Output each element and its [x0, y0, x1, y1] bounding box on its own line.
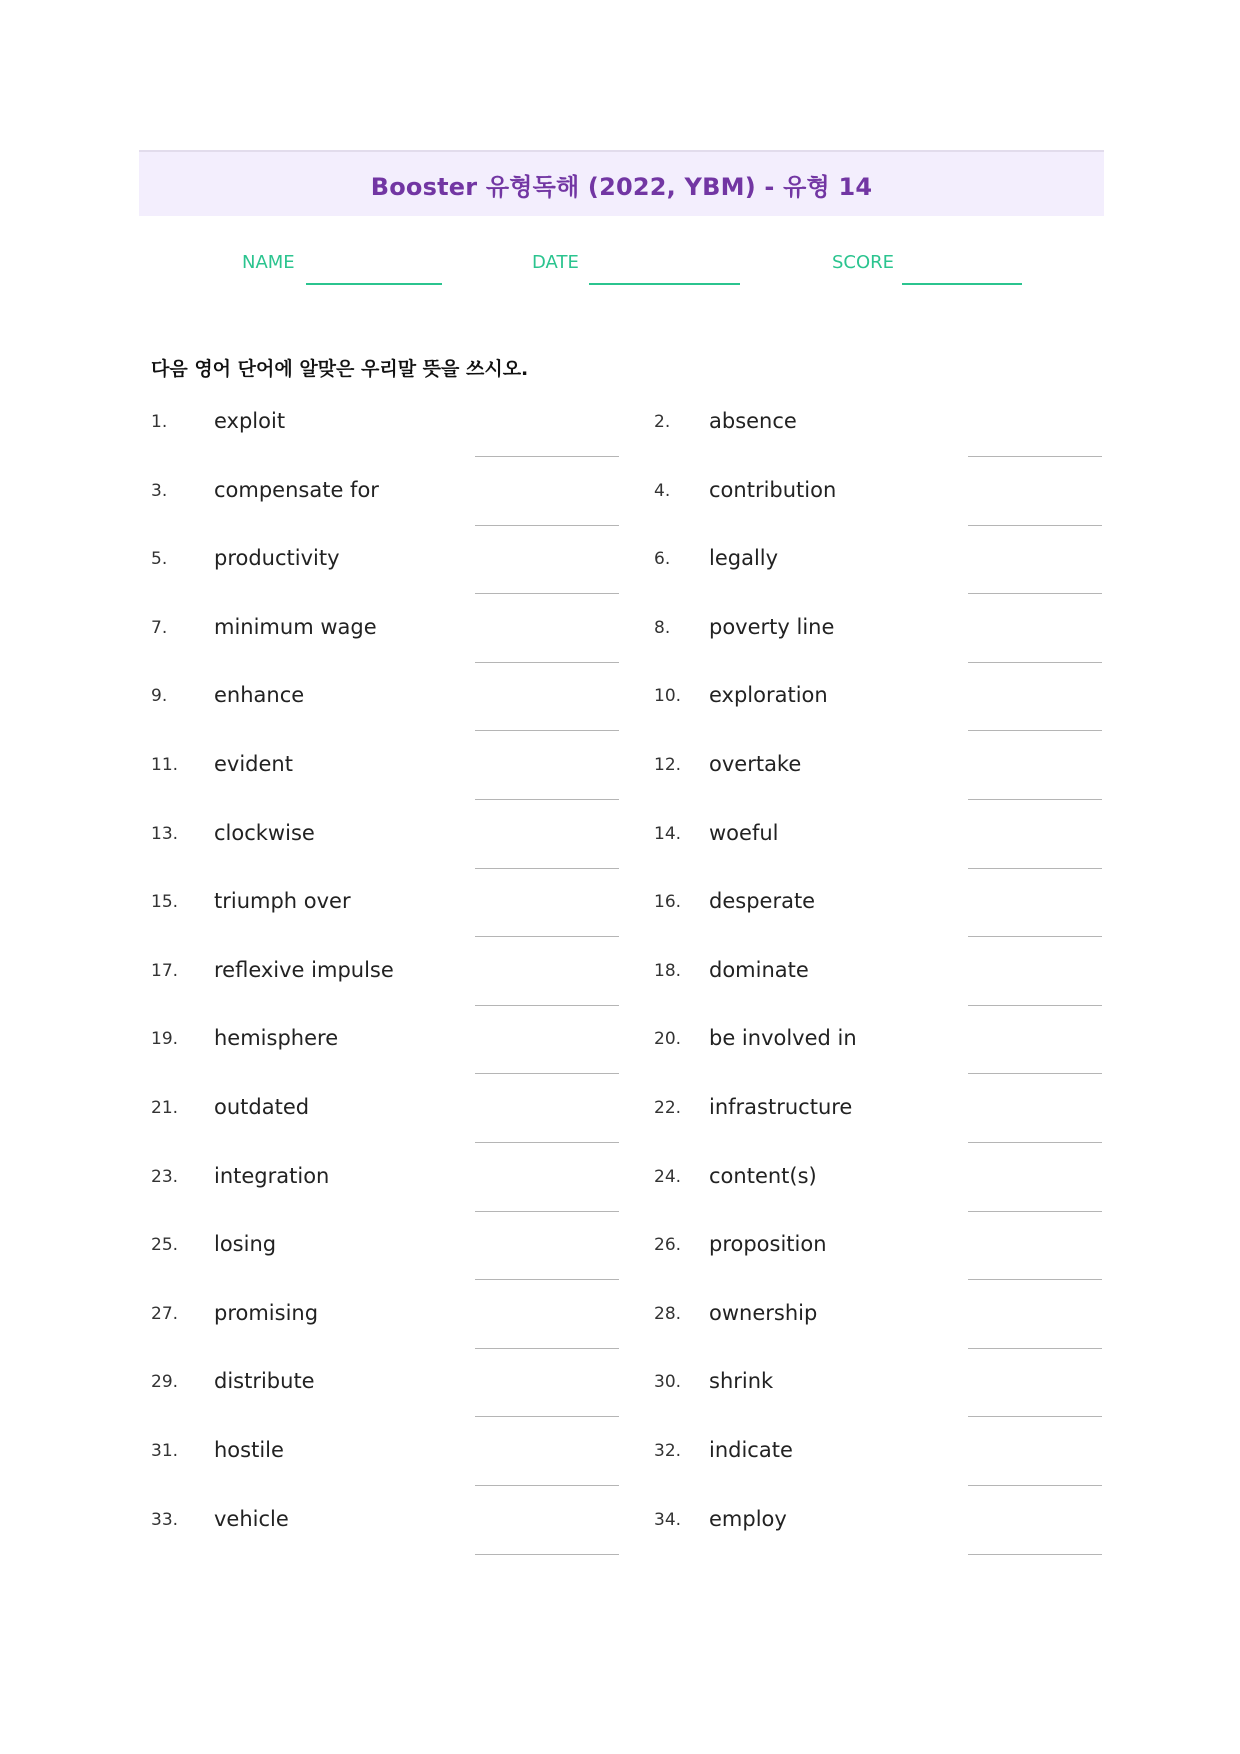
answer-blank[interactable]: [475, 1142, 619, 1143]
list-item: [151, 1300, 619, 1364]
item-number: 28.: [654, 1303, 682, 1324]
answer-blank[interactable]: [968, 1485, 1102, 1486]
answer-blank[interactable]: [475, 868, 619, 869]
list-item: [151, 683, 619, 746]
answer-blank[interactable]: [475, 1348, 619, 1349]
item-number: 10.: [654, 686, 682, 707]
item-word: integration: [214, 1163, 330, 1188]
item-number: 29.: [151, 1372, 179, 1393]
list-item: [654, 409, 1102, 472]
item-word: minimum wage: [214, 614, 377, 639]
list-item: [151, 409, 619, 472]
answer-blank[interactable]: [475, 1005, 619, 1006]
answer-blank[interactable]: [475, 1416, 619, 1417]
item-word: hemisphere: [214, 1026, 339, 1051]
answer-blank[interactable]: [475, 1073, 619, 1074]
item-word: ownership: [709, 1300, 818, 1325]
item-number: 33.: [151, 1509, 179, 1530]
item-word: promising: [214, 1300, 319, 1325]
item-word: compensate for: [214, 477, 379, 502]
item-number: 25.: [151, 1235, 179, 1256]
answer-blank[interactable]: [968, 936, 1102, 937]
item-number: 7.: [151, 617, 168, 638]
item-number: 18.: [654, 960, 682, 981]
list-item: [654, 1369, 1102, 1432]
list-item: [654, 477, 1102, 541]
page-title: Booster 유형독해 (2022, YBM) - 유형 14: [370, 172, 873, 201]
item-word: employ: [709, 1506, 787, 1531]
answer-blank[interactable]: [968, 593, 1102, 594]
list-item: [654, 1232, 1102, 1295]
answer-blank[interactable]: [968, 1554, 1102, 1555]
item-word: woeful: [709, 820, 779, 845]
list-item: [654, 614, 1102, 678]
score-field[interactable]: [902, 283, 1022, 285]
item-number: 14.: [654, 823, 682, 844]
item-word: absence: [709, 409, 797, 433]
item-number: 26.: [654, 1235, 682, 1256]
answer-blank[interactable]: [968, 1279, 1102, 1280]
item-number: 11.: [151, 755, 179, 775]
answer-blank[interactable]: [968, 662, 1102, 663]
list-item: [151, 477, 619, 541]
item-word: outdated: [214, 1095, 310, 1119]
list-item: [654, 820, 1102, 884]
instruction-text: 다음 영어 단어에 알맞은 우리말 뜻을 쓰시오.: [151, 358, 529, 380]
item-word: legally: [709, 546, 779, 571]
list-item: [151, 614, 619, 678]
answer-blank[interactable]: [968, 1416, 1102, 1417]
item-number: 2.: [654, 412, 671, 432]
list-item: [151, 1163, 619, 1227]
item-word: indicate: [709, 1438, 793, 1462]
list-item: [654, 683, 1102, 746]
answer-blank[interactable]: [475, 936, 619, 937]
list-item: [151, 957, 619, 1021]
answer-blank[interactable]: [475, 456, 619, 457]
list-item: [151, 1369, 619, 1432]
list-item: [151, 889, 619, 952]
item-number: 1.: [151, 412, 168, 432]
item-number: 34.: [654, 1509, 682, 1530]
item-number: 13.: [151, 823, 179, 844]
item-number: 32.: [654, 1441, 682, 1461]
date-field[interactable]: [589, 283, 740, 285]
title-banner: [139, 150, 1104, 216]
item-number: 31.: [151, 1441, 179, 1461]
item-word: proposition: [709, 1232, 827, 1257]
list-item: [654, 1300, 1102, 1364]
item-number: 24.: [654, 1166, 682, 1187]
item-word: losing: [214, 1232, 277, 1257]
list-item: [654, 957, 1102, 1021]
answer-blank[interactable]: [475, 662, 619, 663]
list-item: [654, 752, 1102, 815]
item-word: overtake: [709, 752, 802, 776]
item-number: 27.: [151, 1303, 179, 1324]
item-number: 3.: [151, 480, 168, 501]
item-number: 30.: [654, 1372, 682, 1393]
answer-blank[interactable]: [968, 1142, 1102, 1143]
list-item: [151, 546, 619, 609]
answer-blank[interactable]: [475, 1554, 619, 1555]
list-item: [151, 820, 619, 884]
list-item: [151, 1095, 619, 1158]
name-label: NAME: [242, 252, 295, 273]
answer-blank[interactable]: [968, 456, 1102, 457]
item-word: exploration: [709, 683, 828, 708]
list-item: [654, 1438, 1102, 1501]
answer-blank[interactable]: [968, 525, 1102, 526]
answer-blank[interactable]: [475, 1211, 619, 1212]
answer-blank[interactable]: [475, 1485, 619, 1486]
answer-blank[interactable]: [475, 799, 619, 800]
item-number: 9.: [151, 686, 168, 707]
item-number: 15.: [151, 892, 179, 913]
list-item: [151, 1232, 619, 1295]
list-item: [151, 1438, 619, 1501]
item-number: 16.: [654, 892, 682, 913]
list-item: [654, 889, 1102, 952]
item-number: 17.: [151, 960, 179, 981]
item-word: be involved in: [709, 1026, 857, 1051]
item-word: evident: [214, 752, 293, 776]
item-word: infrastructure: [709, 1095, 853, 1119]
item-number: 5.: [151, 549, 168, 570]
item-word: triumph over: [214, 889, 351, 914]
item-number: 4.: [654, 480, 671, 501]
item-word: contribution: [709, 477, 837, 502]
score-label: SCORE: [832, 252, 895, 273]
list-item: [654, 1506, 1102, 1570]
list-item: [654, 1026, 1102, 1089]
list-item: [654, 1163, 1102, 1227]
item-word: reflexive impulse: [214, 957, 394, 982]
item-number: 22.: [654, 1098, 682, 1118]
item-word: shrink: [709, 1369, 774, 1394]
list-item: [654, 1095, 1102, 1158]
item-number: 21.: [151, 1098, 179, 1118]
answer-blank[interactable]: [968, 1211, 1102, 1212]
answer-blank[interactable]: [475, 525, 619, 526]
item-word: distribute: [214, 1369, 315, 1394]
item-word: hostile: [214, 1438, 284, 1462]
answer-blank[interactable]: [968, 1073, 1102, 1074]
item-number: 19.: [151, 1029, 179, 1050]
item-word: exploit: [214, 409, 286, 433]
item-number: 8.: [654, 617, 671, 638]
item-word: vehicle: [214, 1506, 289, 1531]
name-field[interactable]: [306, 283, 442, 285]
item-word: clockwise: [214, 820, 315, 845]
list-item: [151, 1026, 619, 1089]
list-item: [654, 546, 1102, 609]
date-label: DATE: [532, 252, 579, 273]
item-word: poverty line: [709, 614, 835, 639]
answer-blank[interactable]: [968, 868, 1102, 869]
list-item: [151, 752, 619, 815]
item-word: productivity: [214, 546, 340, 571]
item-word: desperate: [709, 889, 816, 914]
answer-blank[interactable]: [968, 1005, 1102, 1006]
item-number: 20.: [654, 1029, 682, 1050]
item-number: 23.: [151, 1166, 179, 1187]
answer-blank[interactable]: [968, 799, 1102, 800]
item-word: dominate: [709, 957, 809, 982]
item-number: 6.: [654, 549, 671, 570]
item-word: content(s): [709, 1163, 817, 1188]
item-number: 12.: [654, 755, 682, 775]
list-item: [151, 1506, 619, 1570]
answer-blank[interactable]: [475, 593, 619, 594]
item-word: enhance: [214, 683, 305, 708]
answer-blank[interactable]: [968, 1348, 1102, 1349]
answer-blank[interactable]: [475, 1279, 619, 1280]
answer-blank[interactable]: [475, 730, 619, 731]
answer-blank[interactable]: [968, 730, 1102, 731]
